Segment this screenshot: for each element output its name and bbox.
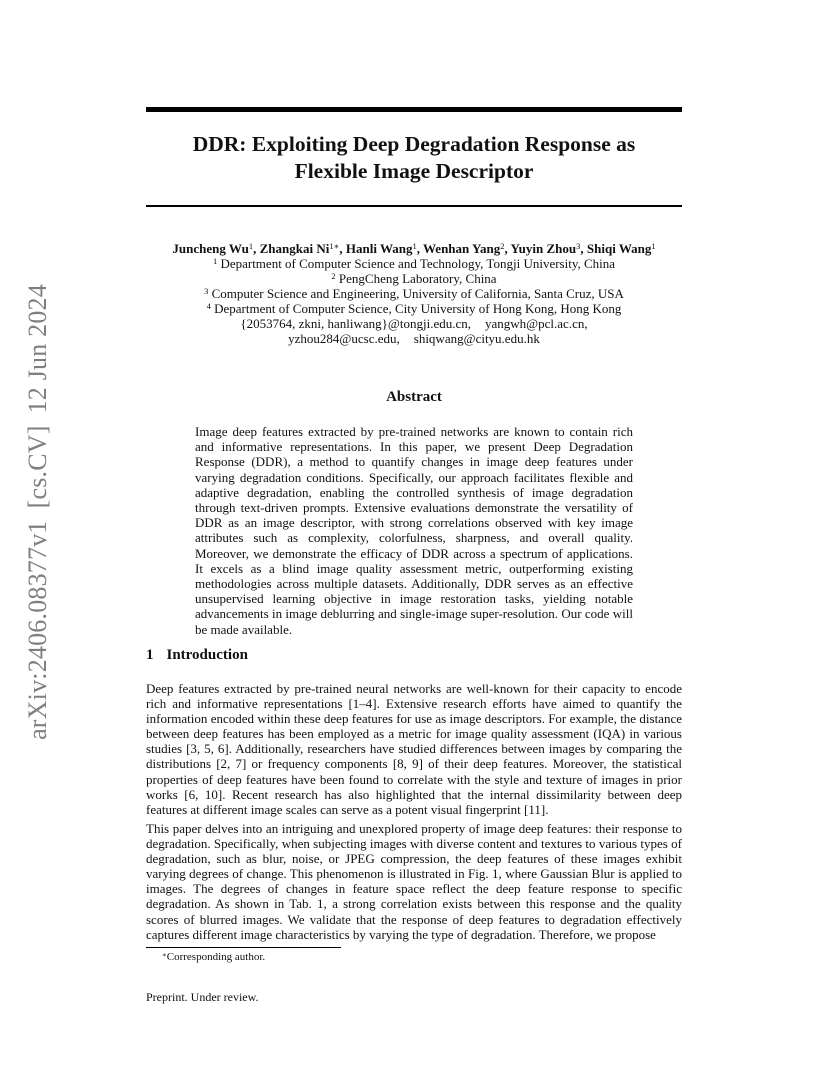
author-block: [146, 241, 682, 346]
section-title: Introduction: [166, 647, 248, 663]
arxiv-sidebar-stamp: [23, 278, 53, 746]
intro-paragraph-1: Deep features extracted by pre-trained neural networks are well-known for their capacity to encode rich and informative representations [1–4]. Extensive research efforts have aimed to quantify the information encoded within these deep features for use as image descriptors. For example, the distance between deep features has been employed as a metric for image quality assessment (IQA) in various studies [3, 5, 6]. Additionally, researchers have studied differences between images by comparing the distributions [2, 7] or frequency components [8, 9] of their deep features. Moreover, the statistical properties of deep features have been found to correlate with the style and texture of images in prior works [6, 10]. Recent research has also highlighted that the internal dissimilarity between deep features at different image scales can serve as a potent visual fingerprint [11].: [146, 681, 682, 817]
footnote-mark: ∗: [162, 951, 167, 959]
author-name: Yuyin Zhou: [510, 241, 577, 256]
affiliation: [146, 271, 682, 286]
arxiv-date: 12 Jun 2024: [23, 284, 52, 414]
email: yangwh@pcl.ac.cn,: [485, 316, 588, 331]
author-mark: 2: [500, 241, 505, 251]
email-line: [146, 331, 682, 346]
affiliation: [146, 301, 682, 316]
affiliation-mark: 4: [206, 301, 211, 311]
affiliation-text: Computer Science and Engineering, University of California, Santa Cruz, USA: [211, 286, 624, 301]
email: {2053764, zkni, hanliwang}@tongji.edu.cn,: [240, 316, 472, 331]
title-line-2: Flexible Image Descriptor: [294, 159, 534, 183]
section-heading: [146, 646, 248, 664]
author-mark: 1: [248, 241, 254, 251]
author-mark: 1: [412, 241, 417, 251]
title-bottom-rule: [146, 205, 682, 207]
author-name: Wenhan Yang: [423, 241, 501, 256]
email-line: [146, 316, 682, 331]
author-mark: 1: [651, 241, 656, 251]
preprint-note: Preprint. Under review.: [146, 990, 259, 1004]
affiliation-mark: 1: [212, 256, 218, 266]
email: shiqwang@cityu.edu.hk: [413, 331, 540, 346]
title-line-1: DDR: Exploiting Deep Degradation Response as: [192, 132, 636, 156]
arxiv-id: arXiv:2406.08377v1: [23, 520, 52, 740]
affiliation-text: Department of Computer Science, City University of Hong Kong, Hong Kong: [214, 301, 622, 316]
section-number: 1: [146, 647, 154, 663]
affiliation: [146, 286, 682, 301]
author-mark: 1∗: [329, 241, 340, 251]
author-name: Shiqi Wang: [586, 241, 652, 256]
email: yzhou284@ucsc.edu,: [288, 331, 400, 346]
footnote-text: Corresponding author.: [166, 951, 266, 963]
abstract-heading: Abstract: [386, 389, 442, 405]
affiliation: [146, 256, 682, 271]
footnote: [162, 951, 265, 964]
intro-paragraph-2: This paper delves into an intriguing and unexplored property of image deep features: their response to degradation. Specifically, when subjecting images with diverse content and textures to various types of degradation, such as blur, noise, or JPEG compression, the deep features of these images exhibit varying degrees of change. This phenomenon is illustrated in Fig. 1, where Gaussian Blur is applied to images. The degrees of changes in feature space reflect the deep feature response to specific degradation. As shown in Tab. 1, a strong correlation exists between this response and the quality scores of blurred images. We validate that the response of deep features to degradation effectively captures different image characteristics by varying the type of degradation. Therefore, we propose: [146, 821, 682, 942]
author-names: Juncheng Wu$^1$, Zhangkai $Ni^{1∗}$, Hanli Wang$^1$, Wenhan Yang$^2$, Yuyin Zhou$^3$, Shiqi Wang$^1$: [172, 241, 656, 256]
author-mark: 3: [576, 241, 581, 251]
author-name: Hanli Wang: [345, 241, 413, 256]
title-top-rule: [146, 107, 682, 112]
arxiv-category: [cs.CV]: [23, 425, 52, 509]
author-name: Juncheng Wu: [172, 241, 249, 256]
affiliation-mark: 2: [331, 271, 336, 281]
footnote-rule: [146, 947, 341, 948]
author-name: Zhangkai Ni: [259, 241, 330, 256]
affiliation-text: Department of Computer Science and Technology, Tongji University, China: [220, 256, 616, 271]
affiliation-text: PengCheng Laboratory, China: [338, 271, 497, 286]
abstract-text: Image deep features extracted by pre-trained networks are known to contain rich and informative representations. In this paper, we present Deep Degradation Response (DDR), a method to quantify changes in image deep features under varying degradation conditions. Specifically, our approach facilitates flexible and adaptive degradation, enabling the controlled synthesis of image degradation through text-driven prompts. Extensive evaluations demonstrate the versatility of DDR as an image descriptor, with strong correlations observed with key image attributes such as complexity, colorfulness, sharpness, and overall quality. Moreover, we demonstrate the efficacy of DDR across a spectrum of applications. It excels as a blind image quality assessment metric, outperforming existing methodologies across multiple datasets. Additionally, DDR serves as an effective unsupervised learning objective in image restoration tasks, yielding notable advancements in image deblurring and single-image super-resolution. Our code will be made available.: [195, 424, 633, 637]
paper-title: [146, 131, 682, 185]
affiliation-mark: 3: [204, 286, 209, 296]
